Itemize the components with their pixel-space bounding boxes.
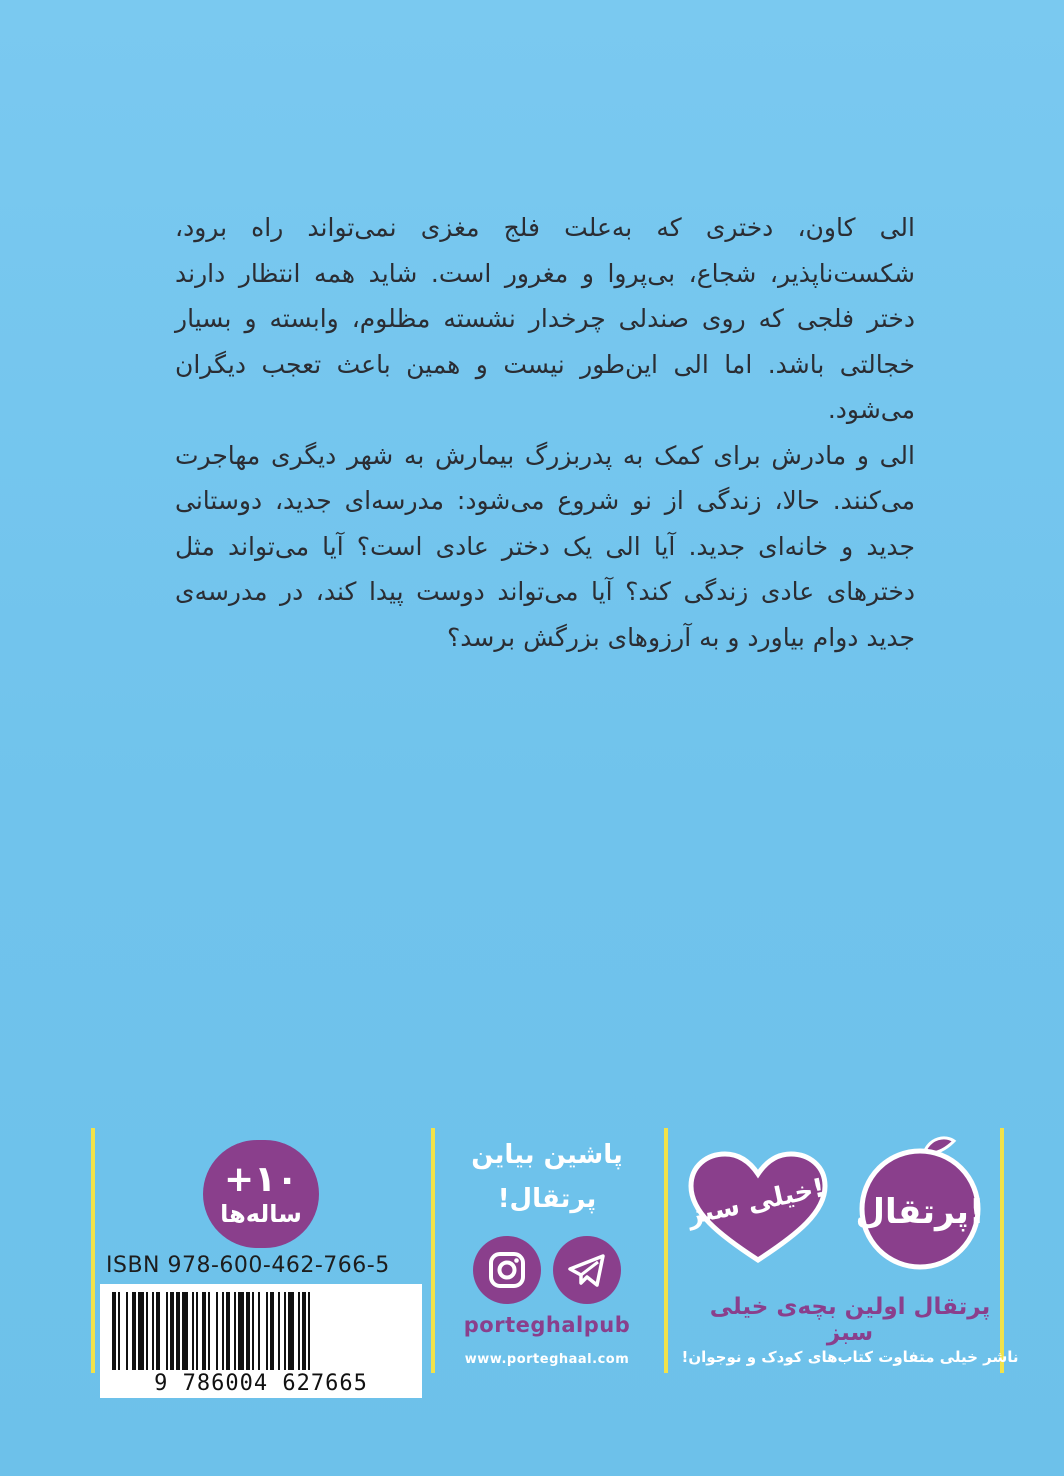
publisher-subtagline: ناشر خیلی متفاوت کتاب‌های کودک و نوجوان! [681, 1348, 1019, 1366]
divider-line [91, 1128, 95, 1373]
barcode-bar [138, 1292, 144, 1370]
publisher-tagline: پرتقال اولین بچه‌ی خیلی سبز [709, 1294, 991, 1346]
imprint-heart-logo [683, 1148, 833, 1266]
divider-line [431, 1128, 435, 1373]
barcode-bar [258, 1292, 260, 1370]
barcode-bar [126, 1292, 128, 1370]
barcode-bar [132, 1292, 136, 1370]
barcode-bar [266, 1292, 268, 1370]
barcode-bar [192, 1292, 194, 1370]
barcode-bar [278, 1292, 280, 1370]
divider-line [664, 1128, 668, 1373]
barcode-bar [234, 1292, 236, 1370]
book-blurb [175, 205, 915, 660]
barcode-bar [166, 1292, 168, 1370]
barcode-bar [196, 1292, 198, 1370]
website-link[interactable]: www.porteghaal.com [464, 1352, 630, 1367]
age-label: ساله‌ها [220, 1200, 302, 1228]
barcode-bar [308, 1292, 310, 1370]
barcode-digits: 9 786004 627665 [154, 1371, 368, 1396]
publisher-logo-text: پرتقال! [855, 1192, 985, 1232]
publisher-orange-logo [850, 1133, 990, 1273]
instagram-icon[interactable] [472, 1235, 542, 1305]
barcode-bars [110, 1292, 412, 1370]
barcode-bar [298, 1292, 300, 1370]
barcode-bar [202, 1292, 206, 1370]
barcode-bar [252, 1292, 254, 1370]
barcode-bar [270, 1292, 274, 1370]
barcode-bar [156, 1292, 160, 1370]
barcode-bar [226, 1292, 230, 1370]
barcode-bar [152, 1292, 154, 1370]
barcode-bar [302, 1292, 306, 1370]
follow-line-1: پاشین بیاین [471, 1140, 623, 1170]
barcode [100, 1284, 422, 1398]
blurb-paragraph-1: الی کاون، دختری که به‌علت فلج مغزی نمی‌تواند راه برود، شکست‌ناپذیر، شجاع، بی‌پروا و مغرور است. شاید همه انتظار دارند دختر فلجی که روی صندلی چرخدار نشسته مظلوم، وابسته و بسیار خجالتی باشد. اما الی این‌طور نیست و همین باعث تعجب دیگران می‌شود. [175, 213, 915, 424]
age-number: +۱۰ [223, 1159, 299, 1200]
barcode-bar [284, 1292, 286, 1370]
age-badge [203, 1140, 319, 1248]
barcode-bar [288, 1292, 294, 1370]
barcode-bar [246, 1292, 250, 1370]
barcode-bar [118, 1292, 120, 1370]
isbn-text: ISBN 978-600-462-766-5 [106, 1253, 390, 1278]
follow-us-text [452, 1133, 642, 1221]
telegram-icon[interactable] [552, 1235, 622, 1305]
barcode-bar [222, 1292, 224, 1370]
follow-line-2: پرتقال! [497, 1184, 597, 1214]
barcode-bar [112, 1292, 116, 1370]
social-handle[interactable]: porteghalpub [463, 1313, 631, 1337]
imprint-logo-text: خیلی سبز! [684, 1172, 828, 1232]
barcode-bar [238, 1292, 244, 1370]
barcode-bar [170, 1292, 174, 1370]
barcode-bar [146, 1292, 148, 1370]
barcode-bar [182, 1292, 188, 1370]
barcode-bar [208, 1292, 210, 1370]
blurb-paragraph-2: الی و مادرش برای کمک به پدربزرگ بیمارش به شهر دیگری مهاجرت می‌کنند. حالا، زندگی از نو شروع می‌شود: مدرسه‌ای جدید، دوستانی جدید و خانه‌ای جدید. آیا الی یک دختر عادی است؟ آیا می‌تواند مثل دخترهای عادی زندگی کند؟ آیا می‌تواند دوست پیدا کند، در مدرسه‌ی جدید دوام بیاورد و به آرزوهای بزرگش برسد؟ [175, 440, 915, 652]
barcode-bar [176, 1292, 180, 1370]
barcode-bar [216, 1292, 218, 1370]
